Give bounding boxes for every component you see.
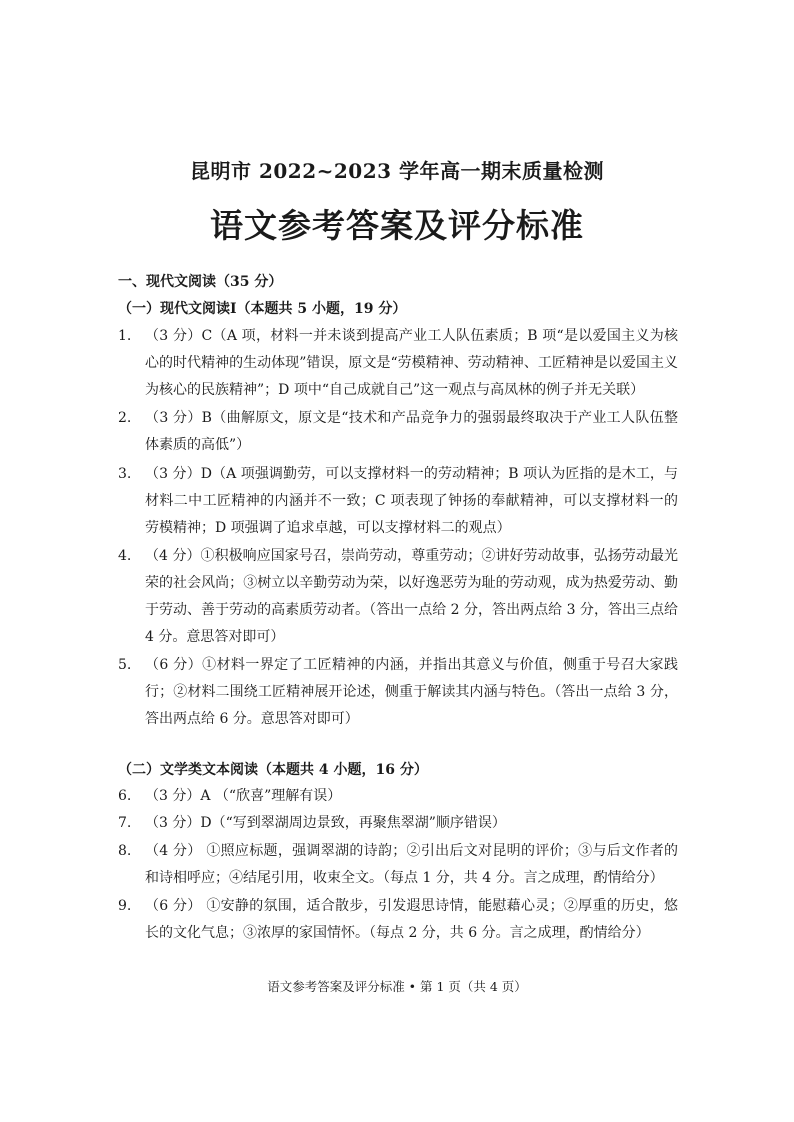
answer-item-9 bbox=[118, 893, 678, 947]
item-text: （3 分）C（A 项，材料一并未谈到提高产业工人队伍素质；B 项“是以爱国主义为核心的时代精神的生动体现”错误，原文是“劳模精神、劳动精神、工匠精神是以爱国主义为核心的民族精神”；D 项中“自己成就自己”这一观点与高凤林的例子并无关联） bbox=[145, 328, 678, 398]
item-number: 6. bbox=[118, 788, 132, 804]
item-number: 2. bbox=[118, 410, 132, 426]
page-footer: 语文参考答案及评分标准 • 第 1 页（共 4 页） bbox=[267, 979, 527, 994]
item-text: （4 分）①积极响应国家号召，崇尚劳动，尊重劳动；②讲好劳动故事，弘扬劳动最光荣的社会风尚；③树立以辛勤劳动为荣，以好逸恶劳为耻的劳动观，成为热爱劳动、勤于劳动、善于劳动的高素质劳动者。（答出一点给 2 分，答出两点给 3 分，答出三点给 4 分。意思答对即可） bbox=[145, 548, 678, 645]
section1-heading: （一）现代文阅读Ⅰ（本题共 5 小题，19 分） bbox=[118, 301, 407, 317]
item-number: 4. bbox=[118, 548, 132, 564]
item-text: （3 分）D（A 项强调勤劳，可以支撑材料一的劳动精神；B 项认为匠指的是木工，与材料二中工匠精神的内涵并不一致；C 项表现了钟扬的奉献精神，可以支撑材料一的劳模精神；D 项强调了追求卓越，可以支撑材料二的观点） bbox=[145, 466, 678, 536]
exam-title: 昆明市 2022~2023 学年高一期末质量检测 bbox=[189, 159, 604, 183]
item-number: 9. bbox=[118, 898, 132, 914]
section2-heading: （二）文学类文本阅读（本题共 4 小题，16 分） bbox=[118, 762, 428, 778]
item-text: （6 分）①材料一界定了工匠精神的内涵，并指出其意义与价值，侧重于号召大家践行；②材料二围绕工匠精神展开论述，侧重于解读其内涵与特色。（答出一点给 3 分，答出两点给 6 分。意思答对即可） bbox=[145, 657, 678, 727]
item-number: 5. bbox=[118, 657, 132, 673]
answer-item-6 bbox=[118, 783, 678, 810]
answer-item-2 bbox=[118, 405, 678, 459]
item-text: （6 分） ①安静的氛围，适合散步，引发遐思诗情，能慰藉心灵；②厚重的历史，悠长的文化气息；③浓厚的家国情怀。（每点 2 分，共 6 分。言之成理，酌情给分） bbox=[145, 898, 678, 941]
item-number: 7. bbox=[118, 815, 132, 831]
document-subtitle: 语文参考答案及评分标准 bbox=[210, 206, 584, 245]
item-number: 3. bbox=[118, 466, 132, 482]
item-text: （3 分）B（曲解原文，原文是“技术和产品竞争力的强弱最终取决于产业工人队伍整体素质的高低”） bbox=[145, 410, 678, 453]
answer-item-7 bbox=[118, 810, 678, 837]
answer-item-5 bbox=[118, 652, 678, 733]
item-text: （3 分）A （“欣喜”理解有误） bbox=[145, 788, 342, 804]
item-number: 1. bbox=[118, 328, 132, 344]
answer-item-4 bbox=[118, 543, 678, 651]
answer-item-1 bbox=[118, 323, 678, 404]
answer-item-8 bbox=[118, 838, 678, 892]
item-text: （3 分）D（“写到翠湖周边景致，再聚焦翠湖”顺序错误） bbox=[145, 815, 506, 831]
item-text: （4 分） ①照应标题，强调翠湖的诗韵；②引出后文对昆明的评价；③与后文作者的和诗相呼应；④结尾引用，收束全文。（每点 1 分，共 4 分。言之成理，酌情给分） bbox=[145, 843, 678, 886]
part1-heading: 一、现代文阅读（35 分） bbox=[118, 274, 283, 290]
item-number: 8. bbox=[118, 843, 132, 859]
answer-item-3 bbox=[118, 461, 678, 542]
